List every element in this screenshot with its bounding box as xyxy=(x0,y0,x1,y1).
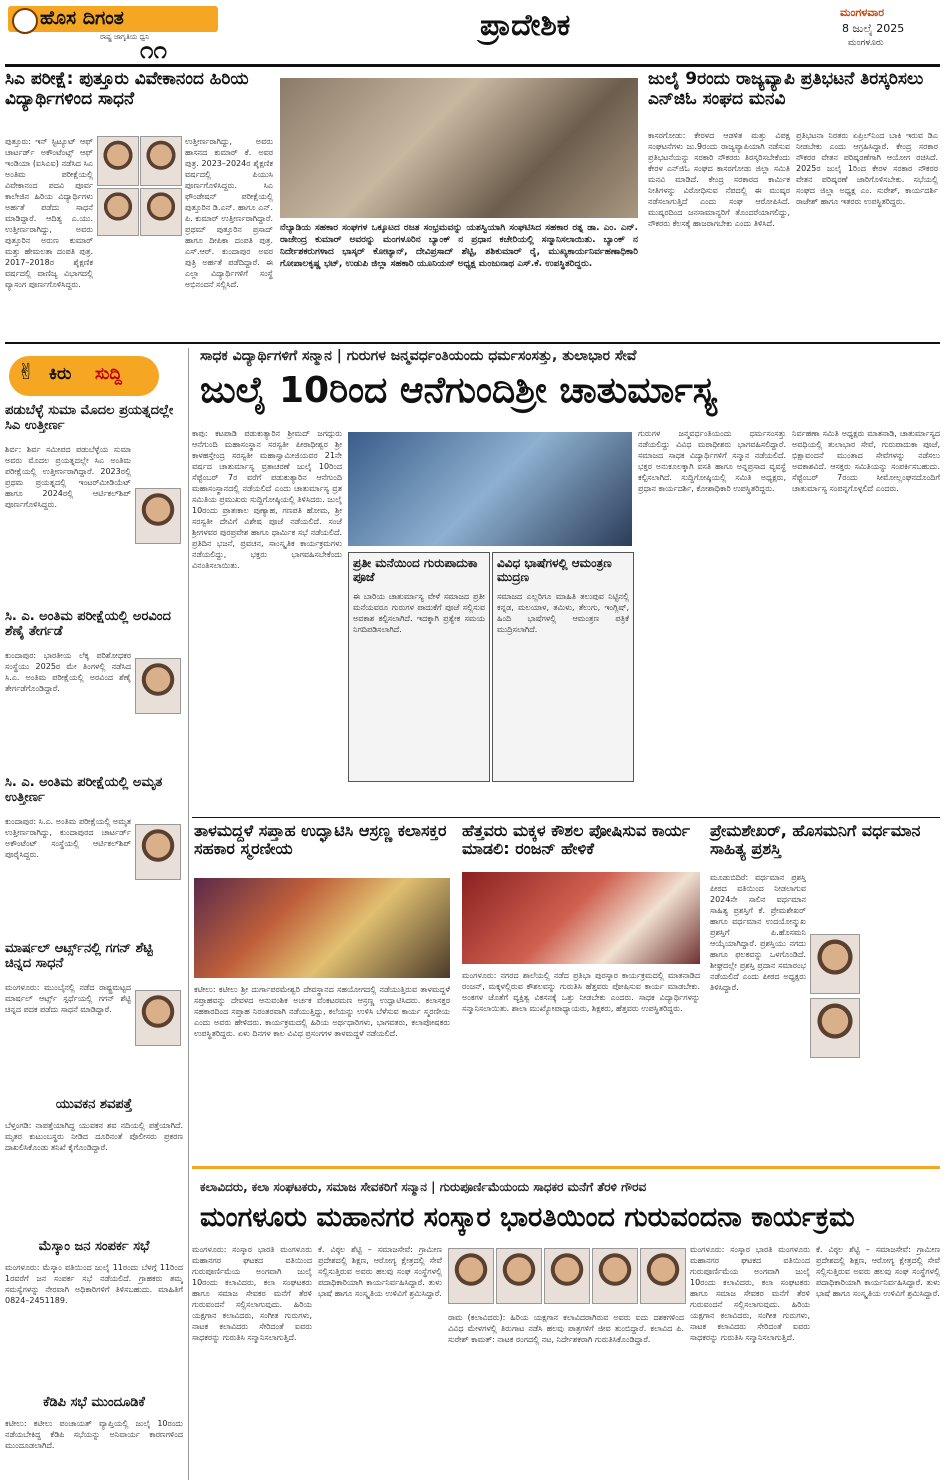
body-col-3: ರಾಮ (ಕಲಾವಿದರು): ಹಿರಿಯ ಯಕ್ಷಗಾನ ಕಲಾವಿದರಾಗಿರುವ ಅವರು ಐದು ದಶಕಗಳಿಂದ ವಿವಿಧ ಮೇಳಗಳಲ್ಲಿ ತಿರುಗಾಟ ನಡೆಸಿ ಹಲವು ಪಾತ್ರಗಳಿಗೆ ಜೀವ ತುಂಬಿದ್ದಾರೆ. ಕಲಾವಿದ ಪಿ. ಸುರೇಶ್ ಕಾಮತ್: ನಾಟಕ ರಂಗದಲ್ಲಿ ನಟ, ನಿರ್ದೇಶಕರಾಗಿ ಗುರುತಿಸಿಕೊಂಡಿದ್ದಾರೆ. xyxy=(448,1313,684,1344)
brief-photo xyxy=(135,824,181,880)
brief-item xyxy=(5,610,183,770)
headline: ತಾಳಮದ್ದಳೆ ಸಪ್ತಾಹ ಉದ್ಘಾಟಿಸಿ ಆಸ್ರಣ್ಣ ಕಲಾಸಕ್ತರ ಸಹಕಾರ ಸ್ಮರಣೀಯ xyxy=(194,821,447,859)
brief-title: ಕೆಡಿಪಿ ಸಭೆ ಮುಂದೂಡಿಕೆ xyxy=(43,1395,145,1410)
headline: ಸಿಎ ಪರೀಕ್ಷೆ: ಪುತ್ತೂರು ವಿವೇಕಾನಂದ ಹಿರಿಯ ವಿದ್ಯಾರ್ಥಿಗಳಿಂದ ಸಾಧನೆ xyxy=(5,69,249,109)
article-ngo-appeal xyxy=(648,70,940,340)
body-cont xyxy=(862,872,938,1158)
article-cooperative-felicitation xyxy=(280,70,642,340)
brief-body: ಮಂಗಳೂರು: ಮುಂಬೈನಲ್ಲಿ ನಡೆದ ರಾಷ್ಟ್ರಮಟ್ಟದ ಮಾರ್ಷಲ್ ಆರ್ಟ್ಸ್ ಸ್ಪರ್ಧೆಯಲ್ಲಿ ಗಗನ್ ಶೆಟ್ಟಿ ಚಿನ್ನದ ಪದಕ ಪಡೆದು ಸಾಧನೆ ಮಾಡಿದ್ದಾರೆ. xyxy=(5,983,131,1014)
article-parents-skills xyxy=(460,822,702,1162)
thumbs-icon: ✌ xyxy=(17,360,36,385)
section-divider-1 xyxy=(5,342,940,344)
body: ಕಟೀಲು: ಕಟೀಲು ಶ್ರೀ ದುರ್ಗಾಪರಮೇಶ್ವರಿ ದೇವಸ್ಥಾನದ ಸಹಯೋಗದಲ್ಲಿ ನಡೆಯುತ್ತಿರುವ ತಾಳಮದ್ದಳೆ ಸಪ್ತಾಹವನ್ನು ದೇವಳದ ಆನುವಂಶಿಕ ಅರ್ಚಕ ವೆಂಕಟರಮಣ ಆಸ್ರಣ್ಣ ಉದ್ಘಾಟಿಸಿದರು. ಕಲಾಸಕ್ತರ ಸಹಕಾರದಿಂದ ಸಪ್ತಾಹ ನಿರಂತರವಾಗಿ ನಡೆಯುತ್ತಿದ್ದು, ಕಲೆಯನ್ನು ಉಳಿಸಿ ಬೆಳೆಸುವ ಕಾರ್ಯ ಸ್ಮರಣೀಯ ಎಂದು ಅವರು ಹೇಳಿದರು. ಕಾರ್ಯಕ್ರಮದಲ್ಲಿ ಹಿರಿಯ ಅರ್ಥಧಾರಿಗಳು, ಭಾಗವತರು, ಕಲಾಪೋಷಕರು ಉಪಸ್ಥಿತರಿದ್ದರು. ಏಳು ದಿನಗಳ ಕಾಲ ವಿವಿಧ ಪ್ರಸಂಗಗಳ ತಾಳಮದ್ದಳೆ ನಡೆಯಲಿದೆ. xyxy=(194,985,450,1038)
kiru-suddi-sidebar xyxy=(5,348,185,1480)
box-title: ಪ್ರತೀ ಮನೆಯಿಂದ ಗುರುಪಾದುಕಾ ಪೂಜೆ xyxy=(353,556,478,584)
kicker: ಕಲಾವಿದರು, ಕಲಾ ಸಂಘಟಕರು, ಸಮಾಜ ಸೇವಕರಿಗೆ ಸನ್ಮಾನ | ಗುರುಪೂರ್ಣಿಮೆಯಂದು ಸಾಧಕರ ಮನೆಗೆ ತೆರಳಿ ಗೌರವ xyxy=(200,1180,647,1194)
brief-photo xyxy=(135,658,181,714)
kicker: ಸಾಧಕ ವಿದ್ಯಾರ್ಥಿಗಳಿಗೆ ಸನ್ಮಾನ | ಗುರುಗಳ ಜನ್ಮವರ್ಧಂತಿಯಂದು ಧರ್ಮಸಂಸತ್ತು, ತುಲಾಭಾರ ಸೇವೆ xyxy=(200,348,637,364)
page-number: ೧೧ xyxy=(140,36,167,64)
body-col-5: ಕೆ. ವಿಠ್ಠಲ ಶೆಟ್ಟಿ – ಸಮಾಜಸೇವೆ: ಗ್ರಾಮೀಣ ಪ್ರದೇಶದಲ್ಲಿ ಶಿಕ್ಷಣ, ಆರೋಗ್ಯ ಕ್ಷೇತ್ರದಲ್ಲಿ ಸೇವೆ ಸಲ್ಲಿಸುತ್ತಿರುವ ಅವರು ಹಲವು ಸಂಘ ಸಂಸ್ಥೆಗಳಲ್ಲಿ ಪದಾಧಿಕಾರಿಯಾಗಿ ಕಾರ್ಯನಿರ್ವಹಿಸಿದ್ದಾರೆ. ತುಳು ಭಾಷೆ ಹಾಗೂ ಸಂಸ್ಕೃತಿಯ ಉಳಿವಿಗೆ ಶ್ರಮಿಸಿದ್ದಾರೆ. xyxy=(816,1245,940,1298)
awardee-photo-2 xyxy=(810,998,860,1058)
brief-title: ಮಾರ್ಷಲ್ ಆರ್ಟ್ಸ್‌ನಲ್ಲಿ ಗಗನ್ ಶೆಟ್ಟಿ ಚಿನ್ನದ ಸಾಧನೆ xyxy=(5,941,153,971)
logo-tagline: ರಾಷ್ಟ್ರ ಜಾಗೃತಿಯ ಧ್ವನಿ xyxy=(100,33,150,41)
body-col-2: ಕೆ. ವಿಠ್ಠಲ ಶೆಟ್ಟಿ – ಸಮಾಜಸೇವೆ: ಗ್ರಾಮೀಣ ಪ್ರದೇಶದಲ್ಲಿ ಶಿಕ್ಷಣ, ಆರೋಗ್ಯ ಕ್ಷೇತ್ರದಲ್ಲಿ ಸೇವೆ ಸಲ್ಲಿಸುತ್ತಿರುವ ಅವರು ಹಲವು ಸಂಘ ಸಂಸ್ಥೆಗಳಲ್ಲಿ ಪದಾಧಿಕಾರಿಯಾಗಿ ಕಾರ್ಯನಿರ್ವಹಿಸಿದ್ದಾರೆ. ತುಳು ಭಾಷೆ ಹಾಗೂ ಸಂಸ್ಕೃತಿಯ ಉಳಿವಿಗೆ ಶ್ರಮಿಸಿದ್ದಾರೆ. xyxy=(318,1245,442,1298)
issue-city: ಮಂಗಳೂರು xyxy=(848,38,884,48)
info-box-invitation xyxy=(492,552,634,782)
brief-body: ಕಟೀಲು: ಕಟೀಲು ಪಂಚಾಯತ್ ವ್ಯಾಪ್ತಿಯಲ್ಲಿ ಜುಲೈ 10ರಂದು ನಡೆಯಬೇಕಿದ್ದ ಕೆಡಿಪಿ ಸಭೆಯನ್ನು ಅನಿವಾರ್ಯ ಕಾರಣಗಳಿಂದ ಮುಂದೂಡಲಾಗಿದೆ. xyxy=(5,1419,183,1450)
headline: ಪ್ರೇಮಶೇಖರ್, ಹೊಸಮನಿಗೆ ವರ್ಧಮಾನ ಸಾಹಿತ್ಯ ಪ್ರಶಸ್ತಿ xyxy=(710,821,921,859)
brief-title: ಸಿ. ಎ. ಅಂತಿಮ ಪರೀಕ್ಷೆಯಲ್ಲಿ ಅರವಿಂದ ಶೆಣೈ ತೇರ್ಗಡೆ xyxy=(5,609,171,639)
body-col-1: ಪುತ್ತೂರು: ಇನ್ ಸ್ಟಿಟ್ಯೂಟ್ ಆಫ್ ಚಾರ್ಟರ್ಡ್ ಅಕೌಂಟೆಂಟ್ಸ್ ಆಫ್ ಇಂಡಿಯಾ (ಐಸಿಎಐ) ನಡೆಸಿದ ಸಿಎ ಅಂತಿಮ ಪರೀಕ್ಷೆಯಲ್ಲಿ ವಿವೇಕಾನಂದ ಪದವಿ ಪೂರ್ವ ಕಾಲೇಜಿನ ಹಿರಿಯ ವಿದ್ಯಾರ್ಥಿಗಳು ಅರ್ಹತೆ ಪಡೆದು ಸಾಧನೆ ಮಾಡಿದ್ದಾರೆ. ಆದಿತ್ಯ ಎ.ಯು. ಉತ್ತೀರ್ಣರಾಗಿದ್ದು, ಅವರು ಪುತ್ತೂರಿನ ಅರುಣ ಕುಮಾರ್ ಮತ್ತು ಹೇಮಲತಾ ದಂಪತಿ ಪುತ್ರ. 2017–2018ರ ಶೈಕ್ಷಣಿಕ ವರ್ಷದಲ್ಲಿ ವಾಣಿಜ್ಯ ವಿಭಾಗದಲ್ಲಿ ವ್ಯಾಸಂಗ ಪೂರ್ಣಗೊಳಿಸಿದ್ದರು. xyxy=(5,137,93,289)
body-col-4: ಮಂಗಳೂರು: ಸಂಸ್ಕಾರ ಭಾರತಿ ಮಂಗಳೂರು ಮಹಾನಗರ ಘಟಕದ ವತಿಯಿಂದ ಗುರುಪೂರ್ಣಿಮೆಯ ಅಂಗವಾಗಿ ಜುಲೈ 10ರಂದು ಕಲಾವಿದರು, ಕಲಾ ಸಂಘಟಕರು ಹಾಗೂ ಸಮಾಜ ಸೇವಕರ ಮನೆಗೆ ತೆರಳಿ ಗುರುವಂದನೆ ಸಲ್ಲಿಸಲಾಗುವುದು. ಹಿರಿಯ ಯಕ್ಷಗಾನ ಕಲಾವಿದರು, ಸಂಗೀತ ಗುರುಗಳು, ನಾಟಕ ಕಲಾವಿದರು ಸೇರಿದಂತೆ ಐವರು ಸಾಧಕರನ್ನು ಗುರುತಿಸಿ ಸನ್ಮಾನಿಸಲಾಗುತ್ತಿದೆ. xyxy=(690,1245,810,1342)
body: ಮಂಗಳೂರು: ನಗರದ ಶಾಲೆಯಲ್ಲಿ ನಡೆದ ಪ್ರತಿಭಾ ಪುರಸ್ಕಾರ ಕಾರ್ಯಕ್ರಮದಲ್ಲಿ ಮಾತನಾಡಿದ ರಂಜನ್, ಮಕ್ಕಳಲ್ಲಿರುವ ಕೌಶಲವನ್ನು ಗುರುತಿಸಿ ಹೆತ್ತವರು ಪೋಷಿಸುವ ಕಾರ್ಯ ಮಾಡಬೇಕು. ಅಂಕಗಳ ಜೊತೆಗೆ ವ್ಯಕ್ತಿತ್ವ ವಿಕಸನಕ್ಕೆ ಒತ್ತು ನೀಡಬೇಕು ಎಂದರು. ಸಾಧಕ ವಿದ್ಯಾರ್ಥಿಗಳನ್ನು ಸನ್ಮಾನಿಸಲಾಯಿತು. ಶಾಲಾ ಮುಖ್ಯೋಪಾಧ್ಯಾಯರು, ಶಿಕ್ಷಕರು, ಹೆತ್ತವರು ಉಪಸ್ಥಿತರಿದ್ದರು. xyxy=(462,971,700,1013)
brief-title: ಪಡುಬೆಳ್ಳೆ ಸುಮಾ ಮೊದಲ ಪ್ರಯತ್ನದಲ್ಲೇ ಸಿಎ ಉತ್ತೀರ್ಣ xyxy=(5,403,174,433)
brief-item xyxy=(5,1396,183,1478)
masthead-divider xyxy=(5,64,940,67)
headline: ಜುಲೈ 10ರಿಂದ ಆನೆಗುಂದಿಶ್ರೀ ಚಾತುರ್ಮಾಸ್ಯ xyxy=(200,370,717,411)
logo-text: ಹೊಸ ದಿಗಂತ xyxy=(40,7,124,29)
brief-photo xyxy=(135,488,181,544)
issue-day: ಮಂಗಳವಾರ xyxy=(840,6,885,19)
brief-item xyxy=(5,942,183,1092)
brief-title: ಸಿ. ಎ. ಅಂತಿಮ ಪರೀಕ್ಷೆಯಲ್ಲಿ ಅಮೃತ ಉತ್ತೀರ್ಣ xyxy=(5,775,163,805)
article-vardhamana-award xyxy=(708,822,940,1162)
felicitation-photo xyxy=(280,78,638,218)
headline: ಹೆತ್ತವರು ಮಕ್ಕಳ ಕೌಶಲ ಪೋಷಿಸುವ ಕಾರ್ಯ ಮಾಡಲಿ: ರಂಜನ್ ಹೇಳಿಕೆ xyxy=(462,821,691,859)
brief-photo xyxy=(135,990,181,1046)
body-col-1: ಕಾಪು: ಕಟಪಾಡಿ ಪಡುಕುತ್ಯಾರಿನ ಶ್ರೀಮದ್ ಜಗದ್ಗುರು ಆನೆಗುಂದಿ ಮಹಾಸಂಸ್ಥಾನ ಸರಸ್ವತೀ ಪೀಠಾಧೀಶ್ವರ ಶ್ರೀ ಕಾಳಹಸ್ತೇಂದ್ರ ಸರಸ್ವತೀ ಮಹಾಸ್ವಾಮೀಜಿಯವರ 21ನೇ ವರ್ಷದ ಚಾತುರ್ಮಾಸ್ಯ ವ್ರತಾಚರಣೆ ಜುಲೈ 10ರಿಂದ ಸೆಪ್ಟೆಂಬರ್ 7ರ ವರೆಗೆ ಪಡುಕುತ್ಯಾರಿನ ಆನೆಗುಂದಿ ಮಹಾಸಂಸ್ಥಾನದಲ್ಲಿ ನಡೆಯಲಿದೆ ಎಂದು ಚಾತುರ್ಮಾಸ್ಯ ವ್ರತ ಸಮಿತಿಯ ಪ್ರಮುಖರು ಸುದ್ದಿಗೋಷ್ಠಿಯಲ್ಲಿ ತಿಳಿಸಿದರು. ಜುಲೈ 10ರಂದು ಪ್ರಾತಃಕಾಲ ಪುಣ್ಯಾಹ, ಗಣಪತಿ ಹೋಮ, ಶ್ರೀ ಸರಸ್ವತೀ ದೇವಿಗೆ ವಿಶೇಷ ಪೂಜೆ ನಡೆಯಲಿದೆ. ಸಂಜೆ ಶ್ರೀಗಳವರ ಪುರಪ್ರವೇಶ ಹಾಗೂ ಧಾರ್ಮಿಕ ಸಭೆ ನಡೆಯಲಿದೆ. ಪ್ರತಿದಿನ ಭಜನೆ, ಪ್ರವಚನ, ಸಾಂಸ್ಕೃತಿಕ ಕಾರ್ಯಕ್ರಮಗಳು ನಡೆಯಲಿದ್ದು, ಭಕ್ತರು ಭಾಗವಹಿಸಬೇಕೆಂದು ವಿನಂತಿಸಲಾಯಿತು. xyxy=(192,429,342,570)
section-title: ಪ್ರಾದೇಶಿಕ xyxy=(480,8,571,43)
award-photo xyxy=(462,872,700,964)
logo-icon xyxy=(12,8,38,34)
press-meet-photo xyxy=(348,432,632,546)
body-col-2: ಗುರುಗಳ ಜನ್ಮವರ್ಧಂತಿಯಂದು ಧರ್ಮಸಂಸತ್ತು ನಡೆಯಲಿದ್ದು ವಿವಿಧ ಮಠಾಧೀಶರು ಭಾಗವಹಿಸಲಿದ್ದಾರೆ. ಸಮಾಜದ ಸಾಧಕ ವಿದ್ಯಾರ್ಥಿಗಳಿಗೆ ಸನ್ಮಾನ ನಡೆಯಲಿದೆ. ಭಕ್ತರ ಅನುಕೂಲಕ್ಕಾಗಿ ವಸತಿ ಹಾಗೂ ಅನ್ನಪ್ರಸಾದ ವ್ಯವಸ್ಥೆ ಕಲ್ಪಿಸಲಾಗಿದೆ. ಸುದ್ದಿಗೋಷ್ಠಿಯಲ್ಲಿ ಸಮಿತಿ ಅಧ್ಯಕ್ಷರು, ಪ್ರಧಾನ ಕಾರ್ಯದರ್ಶಿ, ಕೋಶಾಧಿಕಾರಿ ಉಪಸ್ಥಿತರಿದ್ದರು. xyxy=(638,429,786,493)
sidebar-divider xyxy=(188,348,189,1480)
body: ಮೂಡುಬಿದಿರೆ: ವರ್ಧಮಾನ ಪ್ರಶಸ್ತಿ ಪೀಠದ ವತಿಯಿಂದ ನೀಡಲಾಗುವ 2024ನೇ ಸಾಲಿನ ವರ್ಧಮಾನ ಸಾಹಿತ್ಯ ಪ್ರಶಸ್ತಿಗೆ ಕೆ. ಪ್ರೇಮಶೇಖರ್ ಹಾಗೂ ವರ್ಧಮಾನ ಉದಯೋನ್ಮುಖ ಪ್ರಶಸ್ತಿಗೆ ಪಿ.ಹೊಸಮನಿ ಆಯ್ಕೆಯಾಗಿದ್ದಾರೆ. ಪ್ರಶಸ್ತಿಯು ನಗದು ಹಾಗೂ ಫಲಕವನ್ನು ಒಳಗೊಂಡಿದೆ. ಶೀಘ್ರದಲ್ಲೇ ಪ್ರಶಸ್ತಿ ಪ್ರದಾನ ಸಮಾರಂಭ ನಡೆಯಲಿದೆ ಎಂದು ಪೀಠದ ಅಧ್ಯಕ್ಷರು ತಿಳಿಸಿದ್ದಾರೆ. xyxy=(710,873,806,992)
student-photo-1 xyxy=(97,136,139,186)
student-photo-4 xyxy=(140,188,182,236)
article-chaturmasya xyxy=(192,348,940,816)
brief-item xyxy=(5,404,183,624)
headline: ಜುಲೈ 9ರಂದು ರಾಜ್ಯವ್ಯಾಪಿ ಪ್ರತಿಭಟನೆ ತಿರಸ್ಕರಿಸಲು ಎನ್‌ಜಿಓ ಸಂಘದ ಮನವಿ xyxy=(648,69,924,109)
brief-body: ಬೆಳ್ತಂಗಡಿ: ನಾಪತ್ತೆಯಾಗಿದ್ದ ಯುವಕನ ಶವ ನದಿಯಲ್ಲಿ ಪತ್ತೆಯಾಗಿದೆ. ಮೃತರ ಕುಟುಂಬಸ್ಥರು ನೀಡಿದ ದೂರಿನಂತೆ ಪೊಲೀಸರು ಪ್ರಕರಣ ದಾಖಲಿಸಿಕೊಂಡು ತನಿಖೆ ಕೈಗೊಂಡಿದ್ದಾರೆ. xyxy=(5,1121,183,1152)
box-body: ಸಮಾಜದ ಎಲ್ಲರಿಗೂ ಮಾಹಿತಿ ತಲುಪುವ ನಿಟ್ಟಿನಲ್ಲಿ ಕನ್ನಡ, ಮಲಯಾಳ, ತಮಿಳು, ತೆಲುಗು, ಇಂಗ್ಲಿಷ್, ಹಿಂದಿ ಭಾಷೆಗಳಲ್ಲಿ ಆಮಂತ್ರಣ ಪತ್ರಿಕೆ ಮುದ್ರಿಸಲಾಗಿದೆ. xyxy=(497,592,629,634)
brief-item xyxy=(5,1098,183,1233)
accent-divider xyxy=(192,1166,940,1169)
brief-title: ಯುವಕನ ಶವಪತ್ತೆ xyxy=(55,1097,133,1112)
brief-body: ಶಿರ್ವ: ಶಿರ್ವ ಸಮೀಪದ ಪಡುಬೆಳ್ಳೆಯ ಸುಮಾ ಅವರು ಮೊದಲ ಪ್ರಯತ್ನದಲ್ಲೇ ಸಿಎ ಅಂತಿಮ ಪರೀಕ್ಷೆಯಲ್ಲಿ ಉತ್ತೀರ್ಣರಾಗಿದ್ದಾರೆ. 2023ರಲ್ಲಿ ಪ್ರಥಮ ಪ್ರಯತ್ನದಲ್ಲಿ ಇಂಟರ್‌ಮೀಡಿಯೆಟ್ ಹಾಗೂ 2024ರಲ್ಲಿ ಆರ್ಟಿಕಲ್‌ಶಿಪ್ ಪೂರ್ಣಗೊಳಿಸಿದ್ದರು. xyxy=(5,445,131,509)
honoree-photo-4 xyxy=(592,1248,638,1304)
brief-body: ಕುಂದಾಪುರ: ಭಾರತೀಯ ಲೆಕ್ಕ ಪರಿಶೋಧಕರ ಸಂಸ್ಥೆಯು 2025ರ ಮೇ ತಿಂಗಳಲ್ಲಿ ನಡೆಸಿದ ಸಿ.ಎ. ಅಂತಿಮ ಪರೀಕ್ಷೆಯಲ್ಲಿ ಅರವಿಂದ ಶೆಣೈ ತೇರ್ಗಡೆಗೊಂಡಿದ್ದಾರೆ. xyxy=(5,651,131,693)
honoree-photo-1 xyxy=(448,1248,494,1304)
brief-body: ಮಂಗಳೂರು: ಮೆಸ್ಕಾಂ ವತಿಯಿಂದ ಜುಲೈ 11ರಂದು ಬೆಳಗ್ಗೆ 11ರಿಂದ 1ರವರೆಗೆ ಜನ ಸಂಪರ್ಕ ಸಭೆ ನಡೆಯಲಿದೆ. ಗ್ರಾಹಕರು ತಮ್ಮ ಸಮಸ್ಯೆಗಳನ್ನು ನೇರವಾಗಿ ಅಧಿಕಾರಿಗಳಿಗೆ ತಿಳಿಸಬಹುದು. ಮಾಹಿತಿಗೆ 0824–2451189. xyxy=(5,1263,183,1305)
brief-title: ಮೆಸ್ಕಾಂ ಜನ ಸಂಪರ್ಕ ಸಭೆ xyxy=(38,1239,150,1254)
brief-item xyxy=(5,1240,183,1390)
brief-body: ಕುಂದಾಪುರ: ಸಿ.ಎ. ಅಂತಿಮ ಪರೀಕ್ಷೆಯಲ್ಲಿ ಅಮೃತ ಉತ್ತೀರ್ಣರಾಗಿದ್ದು, ಕುಂದಾಪುರದ ಚಾರ್ಟರ್ಡ್ ಅಕೌಂಟೆಂಟ್ ಸಂಸ್ಥೆಯಲ್ಲಿ ಆರ್ಟಿಕಲ್‌ಶಿಪ್ ಪೂರೈಸಿದ್ದರು. xyxy=(5,817,131,859)
masthead xyxy=(0,0,945,66)
stage-photo xyxy=(194,878,450,978)
body-col-1: ಮಂಗಳೂರು: ಸಂಸ್ಕಾರ ಭಾರತಿ ಮಂಗಳೂರು ಮಹಾನಗರ ಘಟಕದ ವತಿಯಿಂದ ಗುರುಪೂರ್ಣಿಮೆಯ ಅಂಗವಾಗಿ ಜುಲೈ 10ರಂದು ಕಲಾವಿದರು, ಕಲಾ ಸಂಘಟಕರು ಹಾಗೂ ಸಮಾಜ ಸೇವಕರ ಮನೆಗೆ ತೆರಳಿ ಗುರುವಂದನೆ ಸಲ್ಲಿಸಲಾಗುವುದು. ಹಿರಿಯ ಯಕ್ಷಗಾನ ಕಲಾವಿದರು, ಸಂಗೀತ ಗುರುಗಳು, ನಾಟಕ ಕಲಾವಿದರು ಸೇರಿದಂತೆ ಐವರು ಸಾಧಕರನ್ನು ಗುರುತಿಸಿ ಸನ್ಮಾನಿಸಲಾಗುತ್ತಿದೆ. xyxy=(192,1245,312,1342)
article-ca-puttur xyxy=(5,70,275,340)
student-photo-2 xyxy=(140,136,182,186)
body-col-2: ಉತ್ತೀರ್ಣರಾಗಿದ್ದು, ಅವರು ಹಾಸನದ ಕುಮಾರ್ ಕೆ. ಅವರ ಪುತ್ರ. 2023–2024ರ ಶೈಕ್ಷಣಿಕ ವರ್ಷದಲ್ಲಿ ಪಿಯುಸಿ ಪೂರ್ಣಗೊಳಿಸಿದ್ದರು. ಸಿಎ ಫೌಂಡೇಷನ್ ಪರೀಕ್ಷೆಯಲ್ಲಿ ಪುತ್ತೂರಿನ ಡಿ.ಎನ್. ಹಾಗೂ ಎನ್. ಪಿ. ಕುಮಾರ್ ಉತ್ತೀರ್ಣರಾಗಿದ್ದಾರೆ. ಪ್ರಥಮ್ ಪುತ್ತೂರಿನ ಪ್ರಸಾದ್ ಹಾಗೂ ದೀಪಿಕಾ ದಂಪತಿ ಪುತ್ರ. ಎಸ್.ಆರ್. ಕುಂದಾಪುರ ಅವರ ಪುತ್ರಿ ಅರ್ಹತೆ ಪಡೆದಿದ್ದಾರೆ. ಈ ಎಲ್ಲಾ ವಿದ್ಯಾರ್ಥಿಗಳಿಗೆ ಸಂಸ್ಥೆ ಅಭಿನಂದನೆ ಸಲ್ಲಿಸಿದೆ. xyxy=(185,137,273,289)
sidebar-logo-word-2: ಸುದ್ದಿ xyxy=(95,364,122,384)
student-photo-3 xyxy=(97,188,139,236)
honoree-photo-5 xyxy=(640,1248,686,1304)
box-title: ವಿವಿಧ ಭಾಷೆಗಳಲ್ಲಿ ಆಮಂತ್ರಣ ಮುದ್ರಣ xyxy=(497,556,612,584)
brief-item xyxy=(5,776,183,936)
article-talamaddale xyxy=(192,822,454,1162)
sidebar-logo-word-1: ಕಿರು xyxy=(49,364,72,384)
article-guruvandana xyxy=(192,1172,940,1480)
issue-date: 8 ಜುಲೈ 2025 xyxy=(842,22,905,35)
body-col-2: ಪ್ರತಿಭಟನಾ ನಿರತರು ಏಪ್ರಿಲ್‌ನಿಂದ ಬಾಕಿ ಇರುವ ಡಿಎ ನೀಡಬೇಕು ಎಂದು ಆಗ್ರಹಿಸಿದ್ದಾರೆ. ಕೇಂದ್ರ ಸರಕಾರ ನೌಕರರ ವೇತನ ಪರಿಷ್ಕರಣೆಗಾಗಿ ಆಯೋಗ ರಚಿಸಿದೆ. 2025ರ ಜುಲೈ 1ರಿಂದ ಕೇರಳ ಸರಕಾರ ನೌಕರರ ವೇತನ ಪರಿಷ್ಕರಣೆ ಜಾರಿಗೊಳಿಸಬೇಕು. ಸಭೆಯಲ್ಲಿ ಸಂಘದ ಜಿಲ್ಲಾ ಅಧ್ಯಕ್ಷ ಎಂ. ಸುರೇಶ್, ಕಾರ್ಯದರ್ಶಿ ರಾಜೇಶ್ ಹಾಗೂ ಇತರರು ಉಪಸ್ಥಿತರಿದ್ದರು. xyxy=(796,131,938,206)
photo-caption: ನೆಲ್ಯಾಡಿಯ ಸಹಕಾರ ಸಂಘಗಳ ಒಕ್ಕೂಟದ ರಜತ ಸಂಭ್ರಮವನ್ನು ಯಶಸ್ವಿಯಾಗಿ ಸಂಘಟಿಸಿದ ಸಹಕಾರ ರತ್ನ ಡಾ. ಎಂ. ಎನ್. ರಾಜೇಂದ್ರ ಕುಮಾರ್ ಅವರನ್ನು ಮಂಗಳೂರಿನ ಬ್ಯಾಂಕ್ ನ ಪ್ರಧಾನ ಕಚೇರಿಯಲ್ಲಿ ಸನ್ಮಾನಿಸಲಾಯಿತು. ಬ್ಯಾಂಕ್ ನ ನಿರ್ದೇಶಕರುಗಳಾದ ಭಾಸ್ಕರ್ ಕೋಟ್ಯಾನ್, ದೇವಿಪ್ರಸಾದ್ ಶೆಟ್ಟಿ, ಶಶಿಕುಮಾರ್ ರೈ, ಮುಖ್ಯಕಾರ್ಯನಿರ್ವಹಣಾಧಿಕಾರಿ ಗೋಪಾಲಕೃಷ್ಣ ಭಟ್, ಉಡುಪಿ ಜಿಲ್ಲಾ ಸಹಕಾರಿ ಯೂನಿಯನ್ ಅಧ್ಯಕ್ಷ ಮಂಜುನಾಥ ಎಸ್.ಕೆ. ಉಪಸ್ಥಿತರಿದ್ದರು. xyxy=(280,223,638,269)
info-box-paduka xyxy=(348,552,490,782)
awardee-photo-1 xyxy=(810,934,860,994)
box-body: ಈ ಬಾರಿಯ ಚಾತುರ್ಮಾಸ್ಯ ವೇಳೆ ಸಮಾಜದ ಪ್ರತೀ ಮನೆಯವರೂ ಗುರುಗಳ ಪಾದುಕೆಗೆ ಪೂಜೆ ಸಲ್ಲಿಸುವ ಅವಕಾಶ ಕಲ್ಪಿಸಲಾಗಿದೆ. ಇದಕ್ಕಾಗಿ ಪ್ರತ್ಯೇಕ ಸಮಯ ನಿಗದಿಪಡಿಸಲಾಗಿದೆ. xyxy=(353,592,485,634)
body-col-3: ನಿರ್ವಹಣಾ ಸಮಿತಿ ಅಧ್ಯಕ್ಷರು ಮಾತನಾಡಿ, ಚಾತುರ್ಮಾಸ್ಯದ ಅವಧಿಯಲ್ಲಿ ತುಲಾಭಾರ ಸೇವೆ, ಗುರುಪಾದುಕಾ ಪೂಜೆ, ಭಿಕ್ಷಾವಂದನೆ ಮುಂತಾದ ಸೇವೆಗಳನ್ನು ನಡೆಸಲು ಅವಕಾಶವಿದೆ. ಆಸಕ್ತರು ಸಮಿತಿಯನ್ನು ಸಂಪರ್ಕಿಸಬಹುದು. ಸೆಪ್ಟೆಂಬರ್ 7ರಂದು ಸೀಮೋಲ್ಲಂಘನದೊಂದಿಗೆ ಚಾತುರ್ಮಾಸ್ಯ ಸಂಪನ್ನಗೊಳ್ಳಲಿದೆ ಎಂದರು. xyxy=(792,429,940,493)
honoree-photo-2 xyxy=(496,1248,542,1304)
section-divider-2 xyxy=(192,817,940,818)
honoree-photo-3 xyxy=(544,1248,590,1304)
body-col-1: ಕಾಸರಗೋಡು: ಕೇರಳದ ಆಡಳಿತ ಮತ್ತು ವಿಪಕ್ಷ ಸಂಘಟನೆಗಳು ಜು.9ರಂದು ರಾಜ್ಯವ್ಯಾಪಿಯಾಗಿ ನಡೆಸುವ ಪ್ರತಿಭಟನೆಯನ್ನು ಸರಕಾರಿ ನೌಕರರು ತಿರಸ್ಕರಿಸಬೇಕೆಂದು ಕೇರಳ ಎನ್‌ಜಿಓ ಸಂಘದ ಕಾಸರಗೋಡು ಜಿಲ್ಲಾ ಸಮಿತಿ ಮನವಿ ಮಾಡಿದೆ. ಕೇಂದ್ರ ಸರಕಾರದ ಕಾರ್ಮಿಕ ನೀತಿಗಳನ್ನು ವಿರೋಧಿಸುವ ನೆಪದಲ್ಲಿ ಈ ಮುಷ್ಕರ ನಡೆಸಲಾಗುತ್ತಿದೆ ಎಂದು ಸಂಘ ಆರೋಪಿಸಿದೆ. ಮುಷ್ಕರದಿಂದ ಜನಸಾಮಾನ್ಯರಿಗೆ ತೊಂದರೆಯಾಗಲಿದ್ದು, ನೌಕರರು ಕೆಲಸಕ್ಕೆ ಹಾಜರಾಗಬೇಕು ಎಂದು ತಿಳಿಸಿದೆ. xyxy=(648,131,790,228)
headline: ಮಂಗಳೂರು ಮಹಾನಗರ ಸಂಸ್ಕಾರ ಭಾರತಿಯಿಂದ ಗುರುವಂದನಾ ಕಾರ್ಯಕ್ರಮ xyxy=(200,1202,855,1233)
